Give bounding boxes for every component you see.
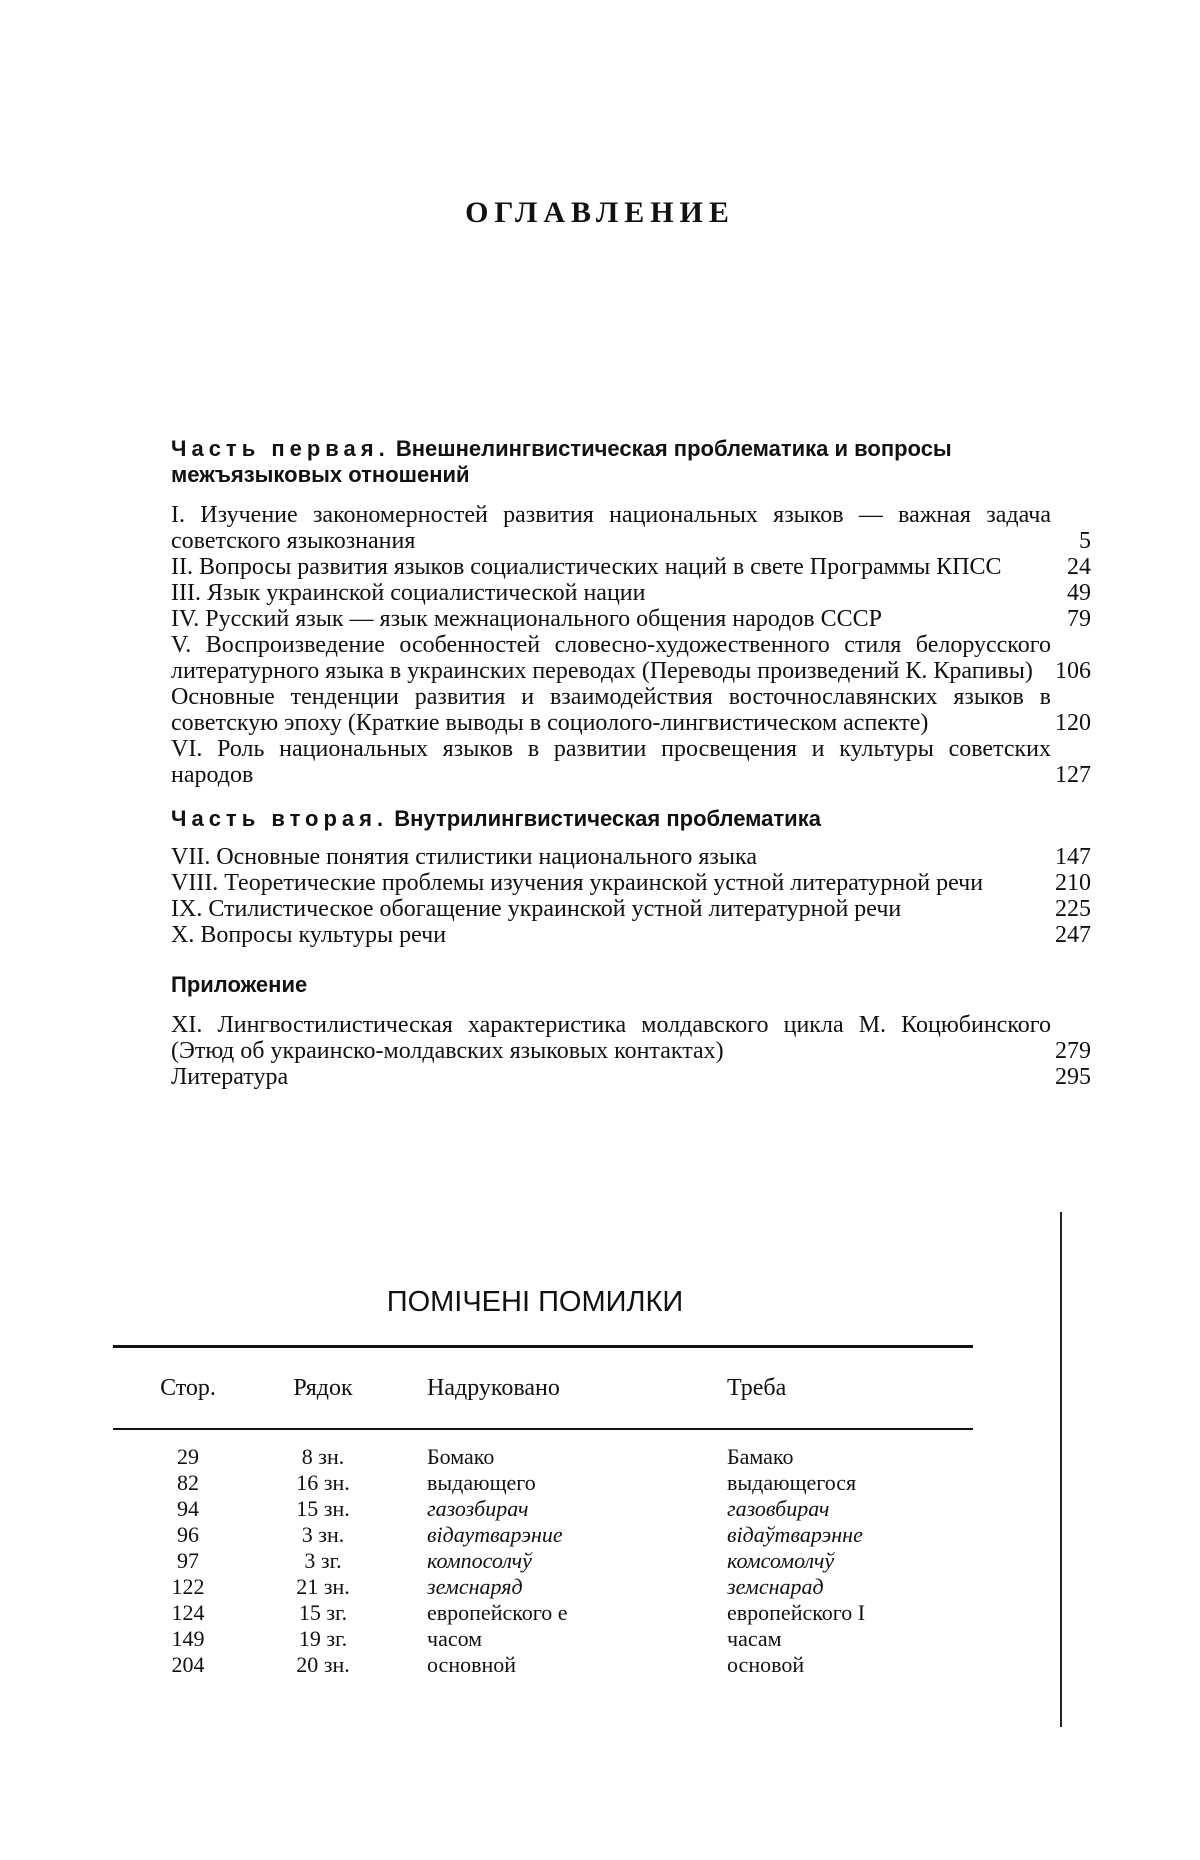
errata-table xyxy=(113,1345,973,1678)
toc-entry-title: Основные тенденции развития и взаимодействия восточнославянских языков в советскую эпоху (Краткие выводы в социолого-лингвистическом аспекте) xyxy=(171,684,1051,736)
errata-line: 3 зг. xyxy=(304,1548,342,1573)
toc-entry xyxy=(171,1064,1091,1090)
toc-entry-page: 295 xyxy=(1055,1064,1091,1090)
part-two-entries xyxy=(171,844,1091,948)
errata-row xyxy=(113,1548,973,1574)
part-one-entries xyxy=(171,502,1091,788)
errata-page: 124 xyxy=(171,1600,205,1625)
errata-row xyxy=(113,1470,973,1496)
toc-entry xyxy=(171,502,1091,554)
toc-entry-title: III. Язык украинской социалистической нации xyxy=(171,580,646,606)
errata-page: 96 xyxy=(177,1522,199,1547)
errata-row xyxy=(113,1600,973,1626)
toc-entry-page: 225 xyxy=(1055,896,1091,922)
toc-entry xyxy=(171,632,1091,684)
errata-should: европейского I xyxy=(727,1600,866,1625)
toc-entry xyxy=(171,1012,1091,1064)
errata-line: 21 зн. xyxy=(296,1574,350,1599)
toc-entry-title: VII. Основные понятия стилистики национального языка xyxy=(171,844,757,870)
errata-page: 97 xyxy=(177,1548,199,1573)
errata-should: выдающегося xyxy=(727,1470,857,1495)
toc-entry-page: 247 xyxy=(1055,922,1091,948)
errata-line: 15 зг. xyxy=(298,1600,348,1625)
errata-should: комсомолчў xyxy=(727,1548,835,1573)
toc-entry xyxy=(171,736,1091,788)
toc-entry-page: 210 xyxy=(1055,870,1091,896)
errata-page: 204 xyxy=(171,1652,205,1677)
errata-rows xyxy=(113,1430,973,1678)
toc-entry-title: VIII. Теоретические проблемы изучения украинской устной литературной речи xyxy=(171,870,984,896)
toc-entry-page: 120 xyxy=(1055,710,1091,736)
part-one-label: Часть первая. xyxy=(171,436,390,461)
toc-entry-title: II. Вопросы развития языков социалистических наций в свете Программы КПСС xyxy=(171,554,1002,580)
errata-printed: Бомако xyxy=(427,1444,495,1469)
toc-entry-title: IV. Русский язык — язык межнационального общения народов СССР xyxy=(171,606,882,632)
part-two-title: Внутрилингвистическая проблематика xyxy=(388,806,821,831)
toc-entry-page: 24 xyxy=(1067,554,1091,580)
errata-row xyxy=(113,1496,973,1522)
errata-should: основой xyxy=(727,1652,805,1677)
toc-entry-title: VI. Роль национальных языков в развитии просвещения и культуры советских народов xyxy=(171,736,1051,788)
toc-entry-title: IX. Стилистическое обогащение украинской устной литературной речи xyxy=(171,896,902,922)
toc-entry-title: V. Воспроизведение особенностей словесно-художественного стиля белорусского литературного языка в украинских переводах (Переводы произведений К. Крапивы) xyxy=(171,632,1051,684)
part-one-title: Внешнелингвистическая проблематика и вопросы межъязыковых отношений xyxy=(171,436,952,487)
errata-line: 20 зн. xyxy=(296,1652,350,1677)
errata-printed: компосолчў xyxy=(427,1548,532,1573)
appendix-heading: Приложение xyxy=(171,972,308,997)
header-should: Треба xyxy=(727,1374,787,1401)
page-title: ОГЛАВЛЕНИЕ xyxy=(465,196,735,229)
appendix-entries xyxy=(171,1012,1091,1090)
toc-entry-page: 127 xyxy=(1055,762,1091,788)
toc-entry xyxy=(171,896,1091,922)
part-one-heading xyxy=(171,436,1091,488)
toc-entry xyxy=(171,922,1091,948)
errata-page: 82 xyxy=(177,1470,199,1495)
header-page: Стор. xyxy=(160,1374,216,1401)
errata-line: 8 зн. xyxy=(301,1444,345,1469)
errata-row xyxy=(113,1626,973,1652)
errata-row xyxy=(113,1574,973,1600)
toc-entry-title: X. Вопросы культуры речи xyxy=(171,922,447,948)
toc-entry xyxy=(171,606,1091,632)
errata-line: 15 зн. xyxy=(296,1496,350,1521)
errata-line: 16 зн. xyxy=(296,1470,350,1495)
toc-entry-page: 79 xyxy=(1067,606,1091,632)
toc-entry-page: 5 xyxy=(1079,528,1091,554)
errata-page: 29 xyxy=(177,1444,199,1469)
errata-should: Бамако xyxy=(727,1444,794,1469)
errata-printed: выдающего xyxy=(427,1470,536,1495)
toc-entry xyxy=(171,870,1091,896)
toc-entry xyxy=(171,580,1091,606)
errata-printed: земснаряд xyxy=(427,1574,523,1599)
errata-printed: европейского е xyxy=(427,1600,568,1625)
errata-row xyxy=(113,1652,973,1678)
errata-should: часам xyxy=(727,1626,782,1651)
errata-page: 122 xyxy=(171,1574,205,1599)
toc-entry-page: 106 xyxy=(1055,658,1091,684)
errata-row xyxy=(113,1444,973,1470)
errata-should: земснарад xyxy=(727,1574,824,1599)
errata-should: газовбирач xyxy=(727,1496,830,1521)
errata-printed: відаутварэние xyxy=(427,1522,563,1547)
part-two-label: Часть вторая. xyxy=(171,806,389,831)
toc-entry xyxy=(171,554,1091,580)
toc-entry xyxy=(171,684,1091,736)
errata-printed: часом xyxy=(427,1626,483,1651)
errata-page: 94 xyxy=(177,1496,199,1521)
toc-entry xyxy=(171,844,1091,870)
errata-line: 19 зг. xyxy=(298,1626,348,1651)
errata-printed: газозбирач xyxy=(427,1496,529,1521)
errata-title: ПОМІЧЕНІ ПОМИЛКИ xyxy=(386,1286,684,1318)
toc-entry-page: 147 xyxy=(1055,844,1091,870)
toc-entry-title: I. Изучение закономерностей развития национальных языков — важная задача советского языкознания xyxy=(171,502,1051,554)
table-header-row xyxy=(113,1348,973,1428)
errata-row xyxy=(113,1522,973,1548)
errata-printed: основной xyxy=(427,1652,517,1677)
toc-entry-page: 279 xyxy=(1055,1038,1091,1064)
table-of-contents xyxy=(171,436,1091,1090)
header-line: Рядок xyxy=(293,1374,353,1401)
errata-should: відаўтварэнне xyxy=(727,1522,863,1547)
header-printed: Надруковано xyxy=(427,1374,560,1401)
toc-entry-title: Литература xyxy=(171,1064,289,1090)
errata-line: 3 зн. xyxy=(301,1522,345,1547)
errata-page: 149 xyxy=(171,1626,205,1651)
toc-entry-page: 49 xyxy=(1067,580,1091,606)
part-two-heading xyxy=(171,806,1091,832)
toc-entry-title: XI. Лингвостилистическая характеристика молдавского цикла М. Коцюбинского (Этюд об украинско-молдавских языковых контактах) xyxy=(171,1012,1051,1064)
